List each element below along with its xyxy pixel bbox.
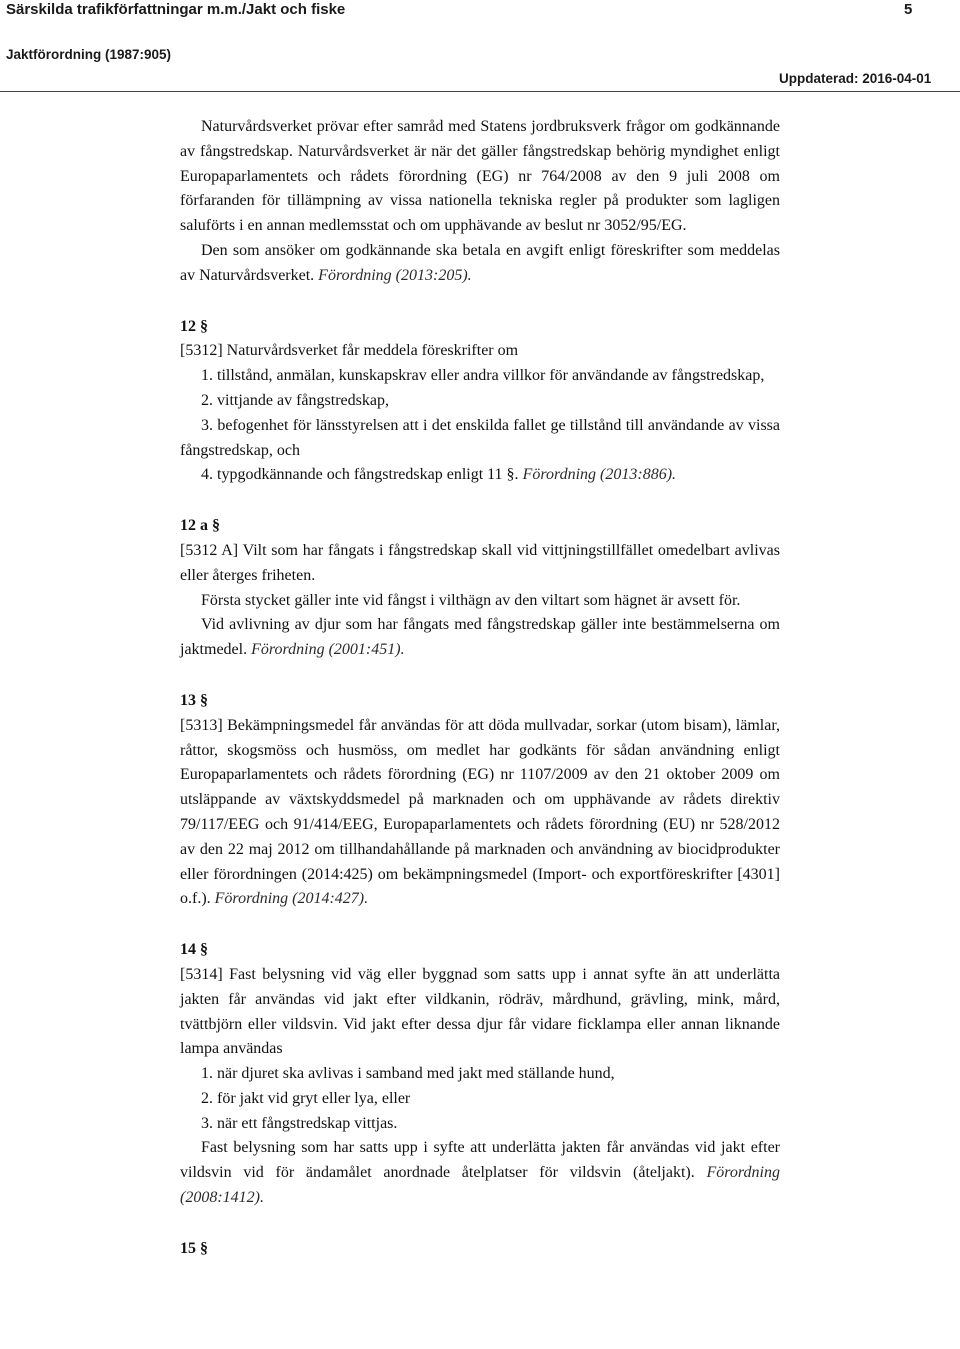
updated-date: Uppdaterad: 2016-04-01: [779, 71, 932, 86]
intro-paragraph-2-text: Den som ansöker om godkännande ska betala en avgift enligt föreskrifter som meddelas av Naturvårdsverket.: [180, 241, 780, 284]
section-14-item-1: 1. när djuret ska avlivas i samband med jakt med ställande hund,: [201, 1065, 615, 1083]
section-12a-paragraph-3: [180, 613, 780, 663]
section-12a-heading: 12 a §: [180, 517, 220, 535]
section-13-paragraph-1-text: [5313] Bekämpningsmedel får användas för att döda mullvadar, sorkar (utom bisam), lämlar, råttor, skogsmöss och husmöss, om medlet har godkänts för sådan användning enligt Europaparlamentets och rådets förordning (EG) nr 1107/2009 av den 21 oktober 2009 om utsläppande av växtskyddsmedel på marknaden och om upphävande av rådets direktiv 79/117/EEG och 91/414/EEG, Europaparlamentets och rådets förordning (EU) nr 528/2012 av den 22 maj 2012 om tillhandahållande på marknaden och användning av biocidprodukter eller förordningen (2014:425) om bekämpningsmedel (Import- och exportföreskrifter [4301] o.f.).: [180, 716, 780, 908]
section-14-heading: 14 §: [180, 941, 208, 959]
document-subtitle: Jaktförordning (1987:905): [6, 47, 172, 62]
page-number: 5: [904, 1, 913, 18]
section-15-heading: 15 §: [180, 1239, 208, 1257]
section-14-paragraph-2-text: Fast belysning som har satts upp i syfte att underlätta jakten får användas vid jakt efter vildsvin vid för ändamålet anordnade åtelplatser för vildsvin (åteljakt).: [180, 1139, 780, 1182]
section-12a-paragraph-1: [5312 A] Vilt som har fångats i fångstredskap skall vid vittjningstillfället omedelbart avlivas eller återges friheten.: [180, 541, 780, 584]
section-14-paragraph-1: [5314] Fast belysning vid väg eller byggnad som satts upp i annat syfte än att underlätta jakten får användas vid jakt efter vildkanin, rödräv, mårdhund, grävling, mink, mård, tvättbjörn eller vildsvin. Vid jakt efter dessa djur får vidare ficklampa eller annan liknande lampa användas: [180, 965, 780, 1058]
section-12a-paragraph-3-text: Vid avlivning av djur som har fångats med fångstredskap gäller inte bestämmelserna om jaktmedel.: [180, 616, 780, 659]
section-14-item-2: 2. för jakt vid gryt eller lya, eller: [201, 1089, 411, 1107]
section-12-heading: 12 §: [180, 317, 208, 335]
section-12-lead: [5312] Naturvårdsverket får meddela föreskrifter om: [180, 342, 519, 360]
section-12-item-1: 1. tillstånd, anmälan, kunskapskrav eller andra villkor för användande av fångstredskap,: [201, 367, 765, 385]
section-13-paragraph-1-reference: Förordning (2014:427).: [214, 890, 369, 908]
section-13-heading: 13 §: [180, 691, 208, 709]
document-body: [180, 115, 780, 1262]
header-rule: [0, 91, 960, 92]
section-12-item-3: 3. befogenhet för länsstyrelsen att i det enskilda fallet ge tillstånd till användande av vissa fångstredskap, och: [180, 416, 780, 459]
running-header-title: Särskilda trafikförfattningar m.m./Jakt och fiske: [6, 1, 346, 18]
section-14-item-3: 3. när ett fångstredskap vittjas.: [201, 1114, 398, 1132]
section-12-item-4: [180, 463, 780, 488]
section-13-paragraph-1: [180, 714, 780, 912]
section-12-item-4-text: 4. typgodkännande och fångstredskap enligt 11 §.: [201, 466, 523, 484]
section-12a-paragraph-2: Första stycket gäller inte vid fångst i vilthägn av den viltart som hägnet är avsett för.: [201, 591, 741, 609]
intro-paragraph-1: Naturvårdsverket prövar efter samråd med Statens jordbruksverk frågor om godkännande av fångstredskap. Naturvårdsverket är när det gäller fångstredskap behörig myndighet enligt Europaparlamentets och rådets förordning (EG) nr 764/2008 av den 9 juli 2008 om förfaranden för tillämpning av vissa nationella tekniska regler på produkter som lagligen saluförts i en annan medlemsstat och om upphävande av beslut nr 3052/95/EG.: [180, 118, 780, 235]
intro-paragraph-2: [180, 239, 780, 289]
section-12-item-2: 2. vittjande av fångstredskap,: [201, 391, 389, 409]
section-12-item-4-reference: Förordning (2013:886).: [522, 466, 677, 484]
section-14-paragraph-2-reference: Förordning (2008:1412).: [180, 1164, 780, 1207]
intro-paragraph-2-reference: Förordning (2013:205).: [318, 266, 472, 284]
section-14-paragraph-2: [180, 1136, 780, 1210]
section-12a-paragraph-3-reference: Förordning (2001:451).: [251, 641, 405, 659]
